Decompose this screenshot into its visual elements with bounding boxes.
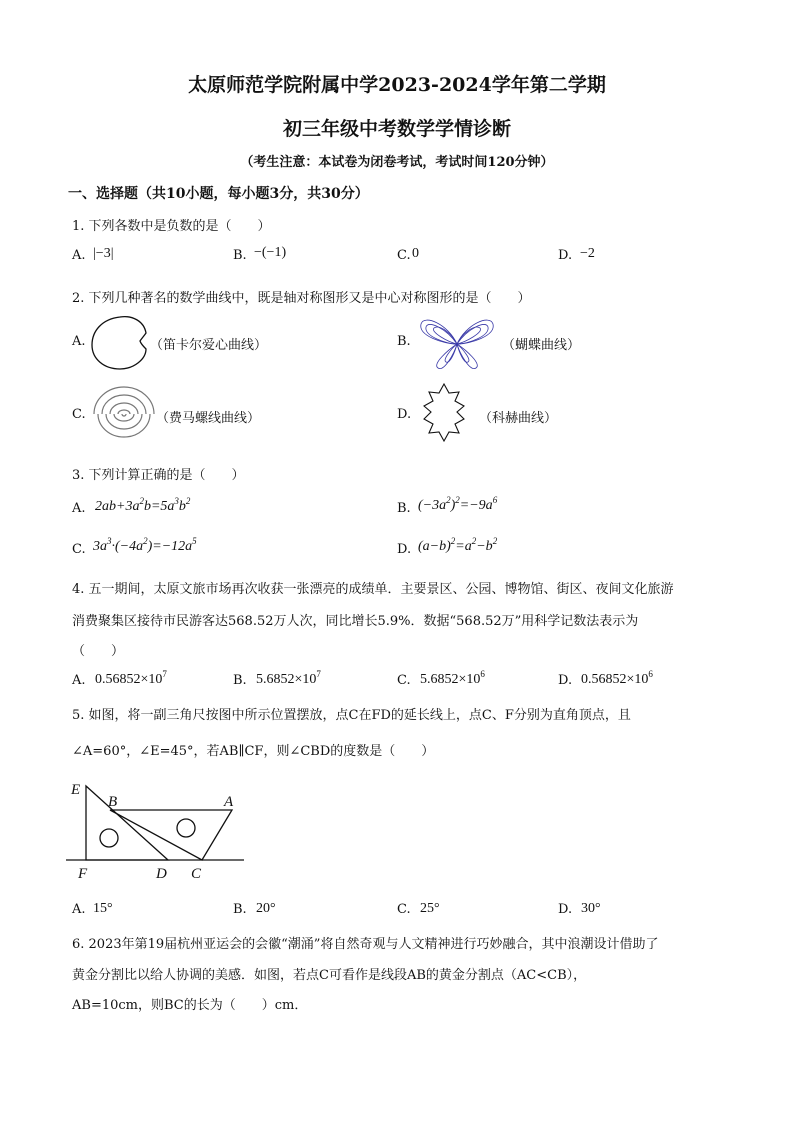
triangle-45 xyxy=(86,786,168,860)
q1-option-a: |−3| xyxy=(93,246,114,261)
q6-line3: AB=10cm，则BC的长为（ ）cm． xyxy=(72,998,308,1013)
q2-label-c: C. xyxy=(72,407,86,422)
q3-c-part3: )=−12a xyxy=(147,539,193,554)
fermat-spiral-figure xyxy=(92,386,156,442)
q5-option-d: 30° xyxy=(581,901,601,916)
q3-a-exp2: 3 xyxy=(174,496,179,506)
q5-label-c: C. xyxy=(397,902,411,917)
triangle-hole-left xyxy=(100,829,118,847)
q3-b-exp3: 6 xyxy=(492,495,498,505)
q1-option-b: −(−1) xyxy=(254,245,287,260)
q4-d-base: 0.56852×10 xyxy=(581,672,649,687)
q3-c-exp3: 5 xyxy=(192,536,197,546)
cardioid-curve-figure xyxy=(88,313,154,373)
q3-a-part3: b xyxy=(178,499,186,514)
q3-b-exp2: 2 xyxy=(455,495,460,505)
q4-option-d xyxy=(581,669,653,688)
q4-option-a xyxy=(95,669,167,688)
koch-snowflake-figure xyxy=(412,382,476,444)
q3-label-a: A. xyxy=(72,501,86,516)
q3-c-part2: ·(−4a xyxy=(111,539,144,554)
q5-label-a: A. xyxy=(72,902,86,917)
q3-option-b xyxy=(418,495,498,514)
q2-caption-d: （科赫曲线） xyxy=(479,411,558,426)
q3-c-exp2: 2 xyxy=(143,536,148,546)
q1-label-d: D. xyxy=(558,248,573,263)
q3-option-a xyxy=(95,496,191,515)
q4-option-b xyxy=(256,669,321,688)
q3-a-part1: 2ab+3a xyxy=(95,499,140,514)
label-a: A xyxy=(224,794,234,810)
q5-label-d: D. xyxy=(558,902,573,917)
q1-option-d: −2 xyxy=(580,246,595,261)
triangle-rulers-figure xyxy=(66,776,250,882)
q2-caption-a: （笛卡尔爱心曲线） xyxy=(150,338,268,353)
q4-label-d: D. xyxy=(558,673,573,688)
q4-option-c xyxy=(420,669,485,688)
q4-b-exp: 7 xyxy=(316,669,321,679)
q4-label-b: B. xyxy=(233,673,247,688)
q4-line3: （ ） xyxy=(72,644,125,659)
q3-d-exp2: 2 xyxy=(471,536,477,546)
q3-b-part2: =−9a xyxy=(459,498,493,513)
q4-a-exp: 7 xyxy=(162,669,167,679)
q3-d-exp3: 2 xyxy=(492,536,498,546)
q2-label-b: B. xyxy=(397,334,411,349)
q4-c-base: 5.6852×10 xyxy=(420,672,481,687)
exam-subtitle: 初三年级中考数学学情诊断 xyxy=(282,118,511,140)
q3-a-part2: b=5a xyxy=(143,499,175,514)
section-heading: 一、选择题（共10小题，每小题3分，共30分） xyxy=(68,186,369,202)
q3-d-part1: (a−b) xyxy=(418,539,451,554)
label-f: F xyxy=(78,866,88,882)
q3-d-part2: =a xyxy=(455,539,472,554)
q3-b-close: ) xyxy=(450,498,456,513)
q3-stem: 3. 下列计算正确的是（ ） xyxy=(72,468,245,483)
q3-b-exp1: 2 xyxy=(446,495,451,505)
q2-stem: 2. 下列几种著名的数学曲线中，既是轴对称图形又是中心对称图形的是（ ） xyxy=(72,291,531,306)
q1-label-c: C. xyxy=(397,248,411,263)
label-c: C xyxy=(191,866,202,882)
q4-a-base: 0.56852×10 xyxy=(95,672,163,687)
q3-d-part3: −b xyxy=(476,539,493,554)
exam-notice: （考生注意：本试卷为闭卷考试，考试时间120分钟） xyxy=(240,155,554,170)
q3-label-d: D. xyxy=(397,542,412,557)
q3-c-part1: 3a xyxy=(93,539,107,554)
exam-title: 太原师范学院附属中学2023-2024学年第二学期 xyxy=(188,74,606,96)
label-b: B xyxy=(108,794,118,810)
q5-option-a: 15° xyxy=(93,901,113,916)
q3-a-exp3: 2 xyxy=(185,496,191,506)
butterfly-curve-figure xyxy=(418,314,496,372)
q5-line1: 5. 如图，将一副三角尺按图中所示位置摆放，点C在FD的延长线上，点C、F分别为直角顶点，且 xyxy=(72,708,631,723)
q4-label-c: C. xyxy=(397,673,411,688)
q4-d-exp: 6 xyxy=(648,669,653,679)
q3-c-exp1: 3 xyxy=(107,536,112,546)
q5-label-b: B. xyxy=(233,902,247,917)
triangle-hole-right xyxy=(177,819,195,837)
q6-line2: 黄金分割比以给人协调的美感．如图，若点C可看作是线段AB的黄金分割点（AC<CB）， xyxy=(72,968,587,983)
q1-option-c: 0 xyxy=(412,246,419,261)
q3-option-c xyxy=(93,536,197,555)
q3-option-d xyxy=(418,536,498,555)
q2-caption-b: （蝴蝶曲线） xyxy=(502,338,581,353)
q1-stem: 1. 下列各数中是负数的是（ ） xyxy=(72,219,271,234)
label-d: D xyxy=(156,866,167,882)
q6-line1: 6. 2023年第19届杭州亚运会的会徽“潮涌”将自然奇观与人文精神进行巧妙融合，其中浪潮设计借助了 xyxy=(72,937,659,952)
q3-a-exp1: 2 xyxy=(139,496,144,506)
q3-d-exp1: 2 xyxy=(450,536,456,546)
q3-b-part1: (−3a xyxy=(418,498,447,513)
q4-b-base: 5.6852×10 xyxy=(256,672,317,687)
q4-line2: 消费聚集区接待市民游客达568.52万人次，同比增长5.9%．数据“568.52万”用科学记数法表示为 xyxy=(72,614,639,629)
q5-line2: ∠A=60°，∠E=45°，若AB∥CF，则∠CBD的度数是（ ） xyxy=(72,744,435,759)
q2-label-d: D. xyxy=(397,407,412,422)
label-e: E xyxy=(71,782,81,798)
q1-label-a: A. xyxy=(72,248,86,263)
q4-label-a: A. xyxy=(72,673,86,688)
q4-line1: 4. 五一期间，太原文旅市场再次收获一张漂亮的成绩单．主要景区、公园、博物馆、街区、夜间文化旅游 xyxy=(72,582,674,597)
q4-c-exp: 6 xyxy=(480,669,485,679)
triangle-60 xyxy=(110,810,232,860)
q5-option-c: 25° xyxy=(420,901,440,916)
q5-option-b: 20° xyxy=(256,901,276,916)
q2-caption-c: （费马螺线曲线） xyxy=(156,411,261,426)
q1-label-b: B. xyxy=(233,248,247,263)
q3-label-c: C. xyxy=(72,542,86,557)
q2-label-a: A. xyxy=(72,334,86,349)
q3-label-b: B. xyxy=(397,501,411,516)
